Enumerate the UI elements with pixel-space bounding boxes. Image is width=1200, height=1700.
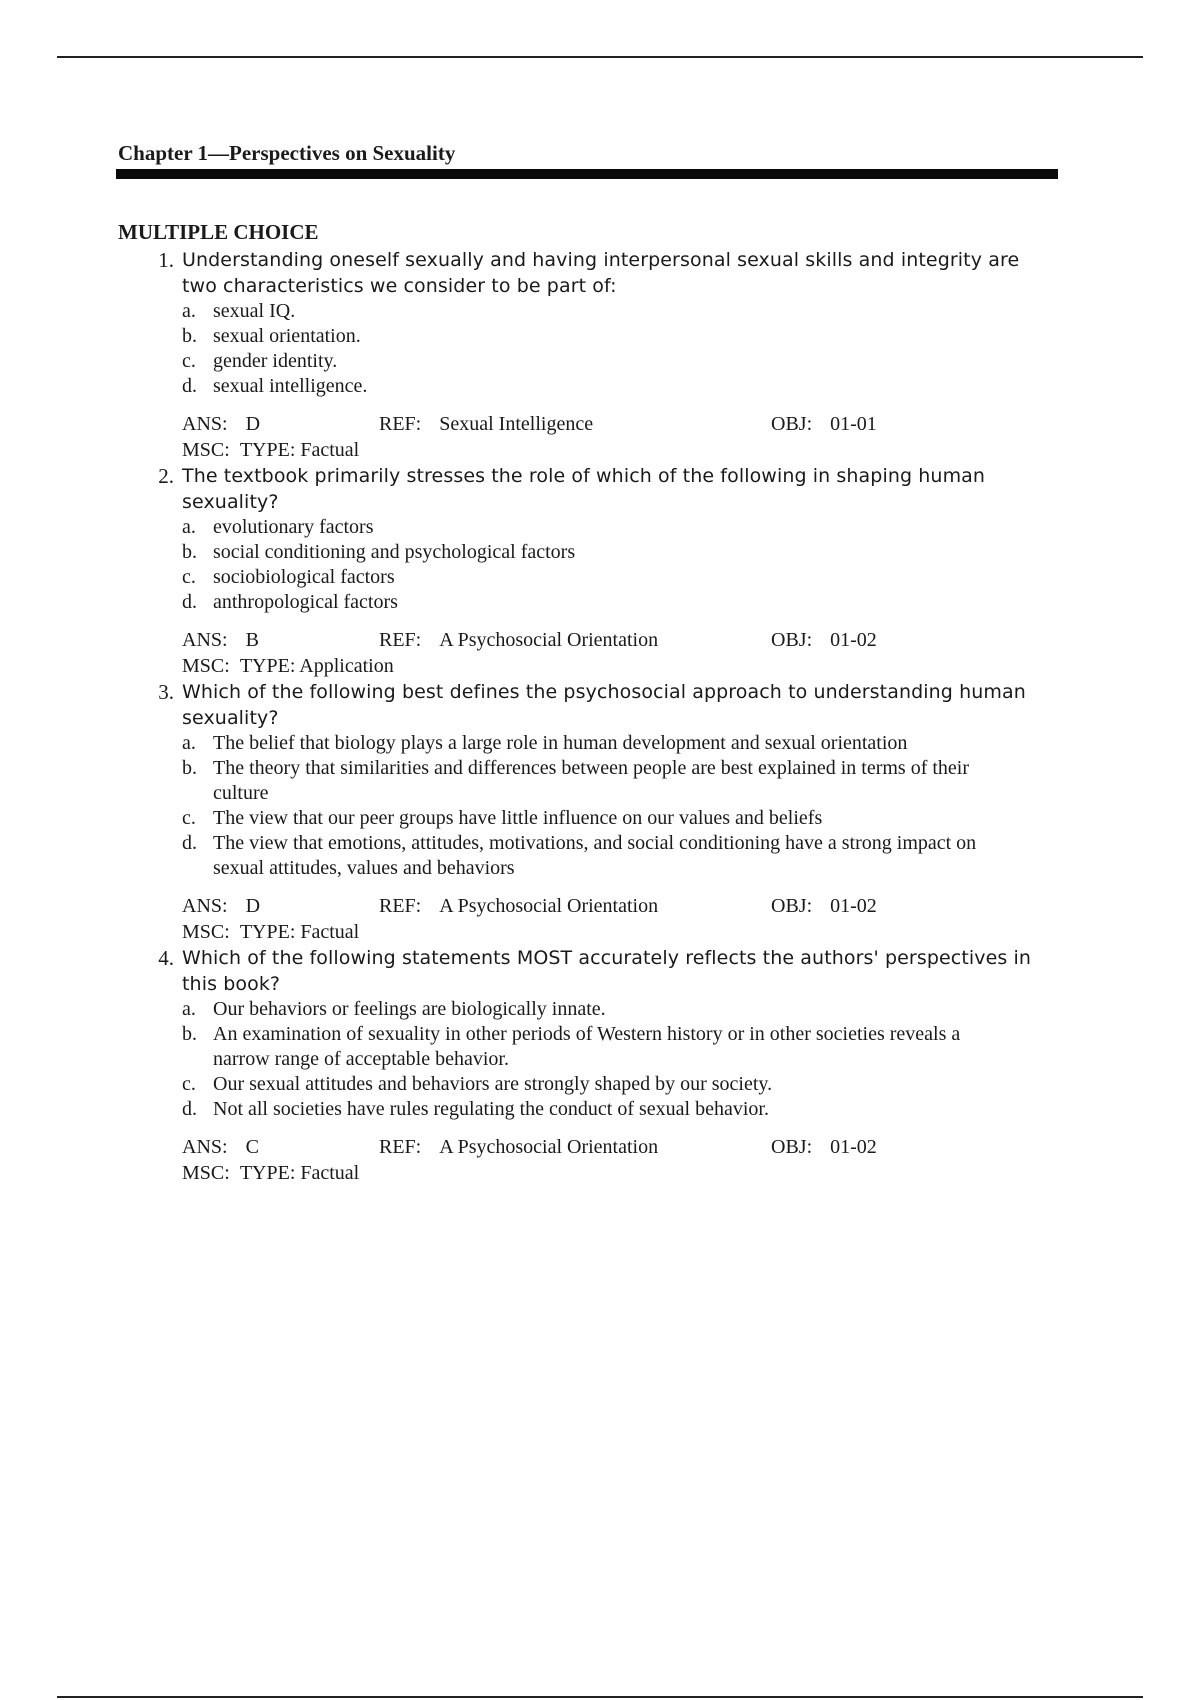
option-b [182, 1022, 1058, 1072]
option-b [182, 324, 1058, 349]
option-d [182, 590, 1058, 615]
answer-metadata [182, 1134, 1058, 1186]
option-letter: d. [182, 1097, 197, 1120]
msc-value: TYPE: Factual [239, 1161, 360, 1184]
reference-field [379, 627, 771, 653]
objective-field [771, 411, 971, 437]
option-a [182, 731, 1058, 756]
option-text: The belief that biology plays a large role in human development and sexual orientation [213, 731, 908, 754]
question-stem [118, 463, 1058, 515]
option-list [182, 997, 1058, 1122]
msc-label: MSC: [182, 438, 230, 461]
option-list [182, 731, 1058, 881]
question-number: 2. [158, 463, 174, 488]
obj-value: 01-02 [830, 894, 877, 917]
ref-value: Sexual Intelligence [439, 412, 594, 435]
option-text: anthropological factors [213, 590, 398, 613]
option-letter: c. [182, 1072, 196, 1095]
answer-field [182, 411, 379, 437]
option-b [182, 756, 1058, 806]
option-text: The view that our peer groups have little influence on our values and beliefs [213, 806, 823, 829]
reference-field [379, 1134, 771, 1160]
objective-field [771, 627, 971, 653]
option-a [182, 997, 1058, 1022]
question-text: Understanding oneself sexually and having interpersonal sexual skills and integrity are two characteristics we consider to be part of: [182, 248, 1020, 297]
msc-value: TYPE: Application [239, 654, 394, 677]
option-list [182, 299, 1058, 399]
option-c [182, 565, 1058, 590]
section-heading: MULTIPLE CHOICE [118, 220, 319, 245]
document-content [118, 140, 1058, 1186]
answer-field [182, 627, 379, 653]
option-letter: b. [182, 1022, 197, 1045]
option-letter: a. [182, 515, 196, 538]
reference-field [379, 411, 771, 437]
option-letter: d. [182, 590, 197, 613]
option-b [182, 540, 1058, 565]
obj-label: OBJ: [771, 628, 813, 651]
obj-value: 01-02 [830, 1135, 877, 1158]
option-text: gender identity. [213, 349, 338, 372]
answer-metadata [182, 627, 1058, 679]
option-letter: b. [182, 324, 197, 347]
obj-label: OBJ: [771, 1135, 813, 1158]
option-letter: a. [182, 997, 196, 1020]
option-text: The theory that similarities and differences between people are best explained in terms of their culture [213, 756, 970, 804]
objective-field [771, 1134, 971, 1160]
ans-label: ANS: [182, 1135, 228, 1158]
msc-label: MSC: [182, 920, 230, 943]
question-number: 4. [158, 945, 174, 970]
msc-field [182, 653, 1058, 679]
option-c [182, 1072, 1058, 1097]
objective-field [771, 893, 971, 919]
msc-label: MSC: [182, 654, 230, 677]
msc-field [182, 437, 1058, 463]
msc-value: TYPE: Factual [239, 438, 360, 461]
question-number: 3. [158, 679, 174, 704]
title-underline-bar [116, 169, 1058, 179]
obj-value: 01-02 [830, 628, 877, 651]
option-text: social conditioning and psychological factors [213, 540, 576, 563]
chapter-title: Chapter 1—Perspectives on Sexuality [118, 141, 456, 165]
question-list [118, 247, 1058, 1186]
option-text: An examination of sexuality in other periods of Western history or in other societies reveals a narrow range of acceptable behavior. [213, 1022, 961, 1070]
option-text: The view that emotions, attitudes, motivations, and social conditioning have a strong impact on sexual attitudes, values and behaviors [213, 831, 977, 879]
page-bottom-rule [57, 1696, 1143, 1698]
question-number: 1. [158, 247, 174, 272]
answer-metadata [182, 893, 1058, 945]
option-text: Our behaviors or feelings are biologically innate. [213, 997, 606, 1020]
ref-value: A Psychosocial Orientation [439, 894, 659, 917]
option-text: evolutionary factors [213, 515, 374, 538]
option-letter: c. [182, 806, 196, 829]
question-text: Which of the following best defines the psychosocial approach to understanding human sexuality? [182, 680, 1026, 729]
option-letter: c. [182, 349, 196, 372]
msc-field [182, 1160, 1058, 1186]
ans-label: ANS: [182, 628, 228, 651]
question-stem [118, 679, 1058, 731]
option-text: Our sexual attitudes and behaviors are strongly shaped by our society. [213, 1072, 773, 1095]
answer-metadata [182, 411, 1058, 463]
option-letter: d. [182, 374, 197, 397]
question-1 [118, 247, 1058, 463]
obj-label: OBJ: [771, 894, 813, 917]
ans-label: ANS: [182, 412, 228, 435]
question-3 [118, 679, 1058, 945]
reference-field [379, 893, 771, 919]
ans-value: D [245, 412, 261, 435]
option-letter: c. [182, 565, 196, 588]
answer-field [182, 1134, 379, 1160]
option-c [182, 349, 1058, 374]
option-text: Not all societies have rules regulating the conduct of sexual behavior. [213, 1097, 769, 1120]
option-d [182, 831, 1058, 881]
option-letter: a. [182, 299, 196, 322]
option-letter: d. [182, 831, 197, 854]
option-letter: b. [182, 540, 197, 563]
ans-value: D [245, 894, 261, 917]
ans-value: C [245, 1135, 259, 1158]
ref-value: A Psychosocial Orientation [439, 1135, 659, 1158]
question-stem [118, 247, 1058, 299]
page-top-rule [57, 56, 1143, 58]
question-text: The textbook primarily stresses the role of which of the following in shaping human sexuality? [182, 464, 986, 513]
option-c [182, 806, 1058, 831]
option-text: sociobiological factors [213, 565, 395, 588]
question-stem [118, 945, 1058, 997]
obj-label: OBJ: [771, 412, 813, 435]
msc-value: TYPE: Factual [239, 920, 360, 943]
option-text: sexual orientation. [213, 324, 361, 347]
option-list [182, 515, 1058, 615]
question-4 [118, 945, 1058, 1186]
ref-label: REF: [379, 894, 422, 917]
option-d [182, 1097, 1058, 1122]
ans-label: ANS: [182, 894, 228, 917]
ans-value: B [245, 628, 259, 651]
obj-value: 01-01 [830, 412, 877, 435]
option-a [182, 299, 1058, 324]
ref-label: REF: [379, 1135, 422, 1158]
option-letter: a. [182, 731, 196, 754]
ref-label: REF: [379, 628, 422, 651]
option-text: sexual IQ. [213, 299, 296, 322]
answer-field [182, 893, 379, 919]
question-2 [118, 463, 1058, 679]
ref-label: REF: [379, 412, 422, 435]
option-text: sexual intelligence. [213, 374, 368, 397]
option-a [182, 515, 1058, 540]
question-text: Which of the following statements MOST accurately reflects the authors' perspectives in this book? [182, 946, 1032, 995]
option-letter: b. [182, 756, 197, 779]
option-d [182, 374, 1058, 399]
msc-label: MSC: [182, 1161, 230, 1184]
ref-value: A Psychosocial Orientation [439, 628, 659, 651]
msc-field [182, 919, 1058, 945]
